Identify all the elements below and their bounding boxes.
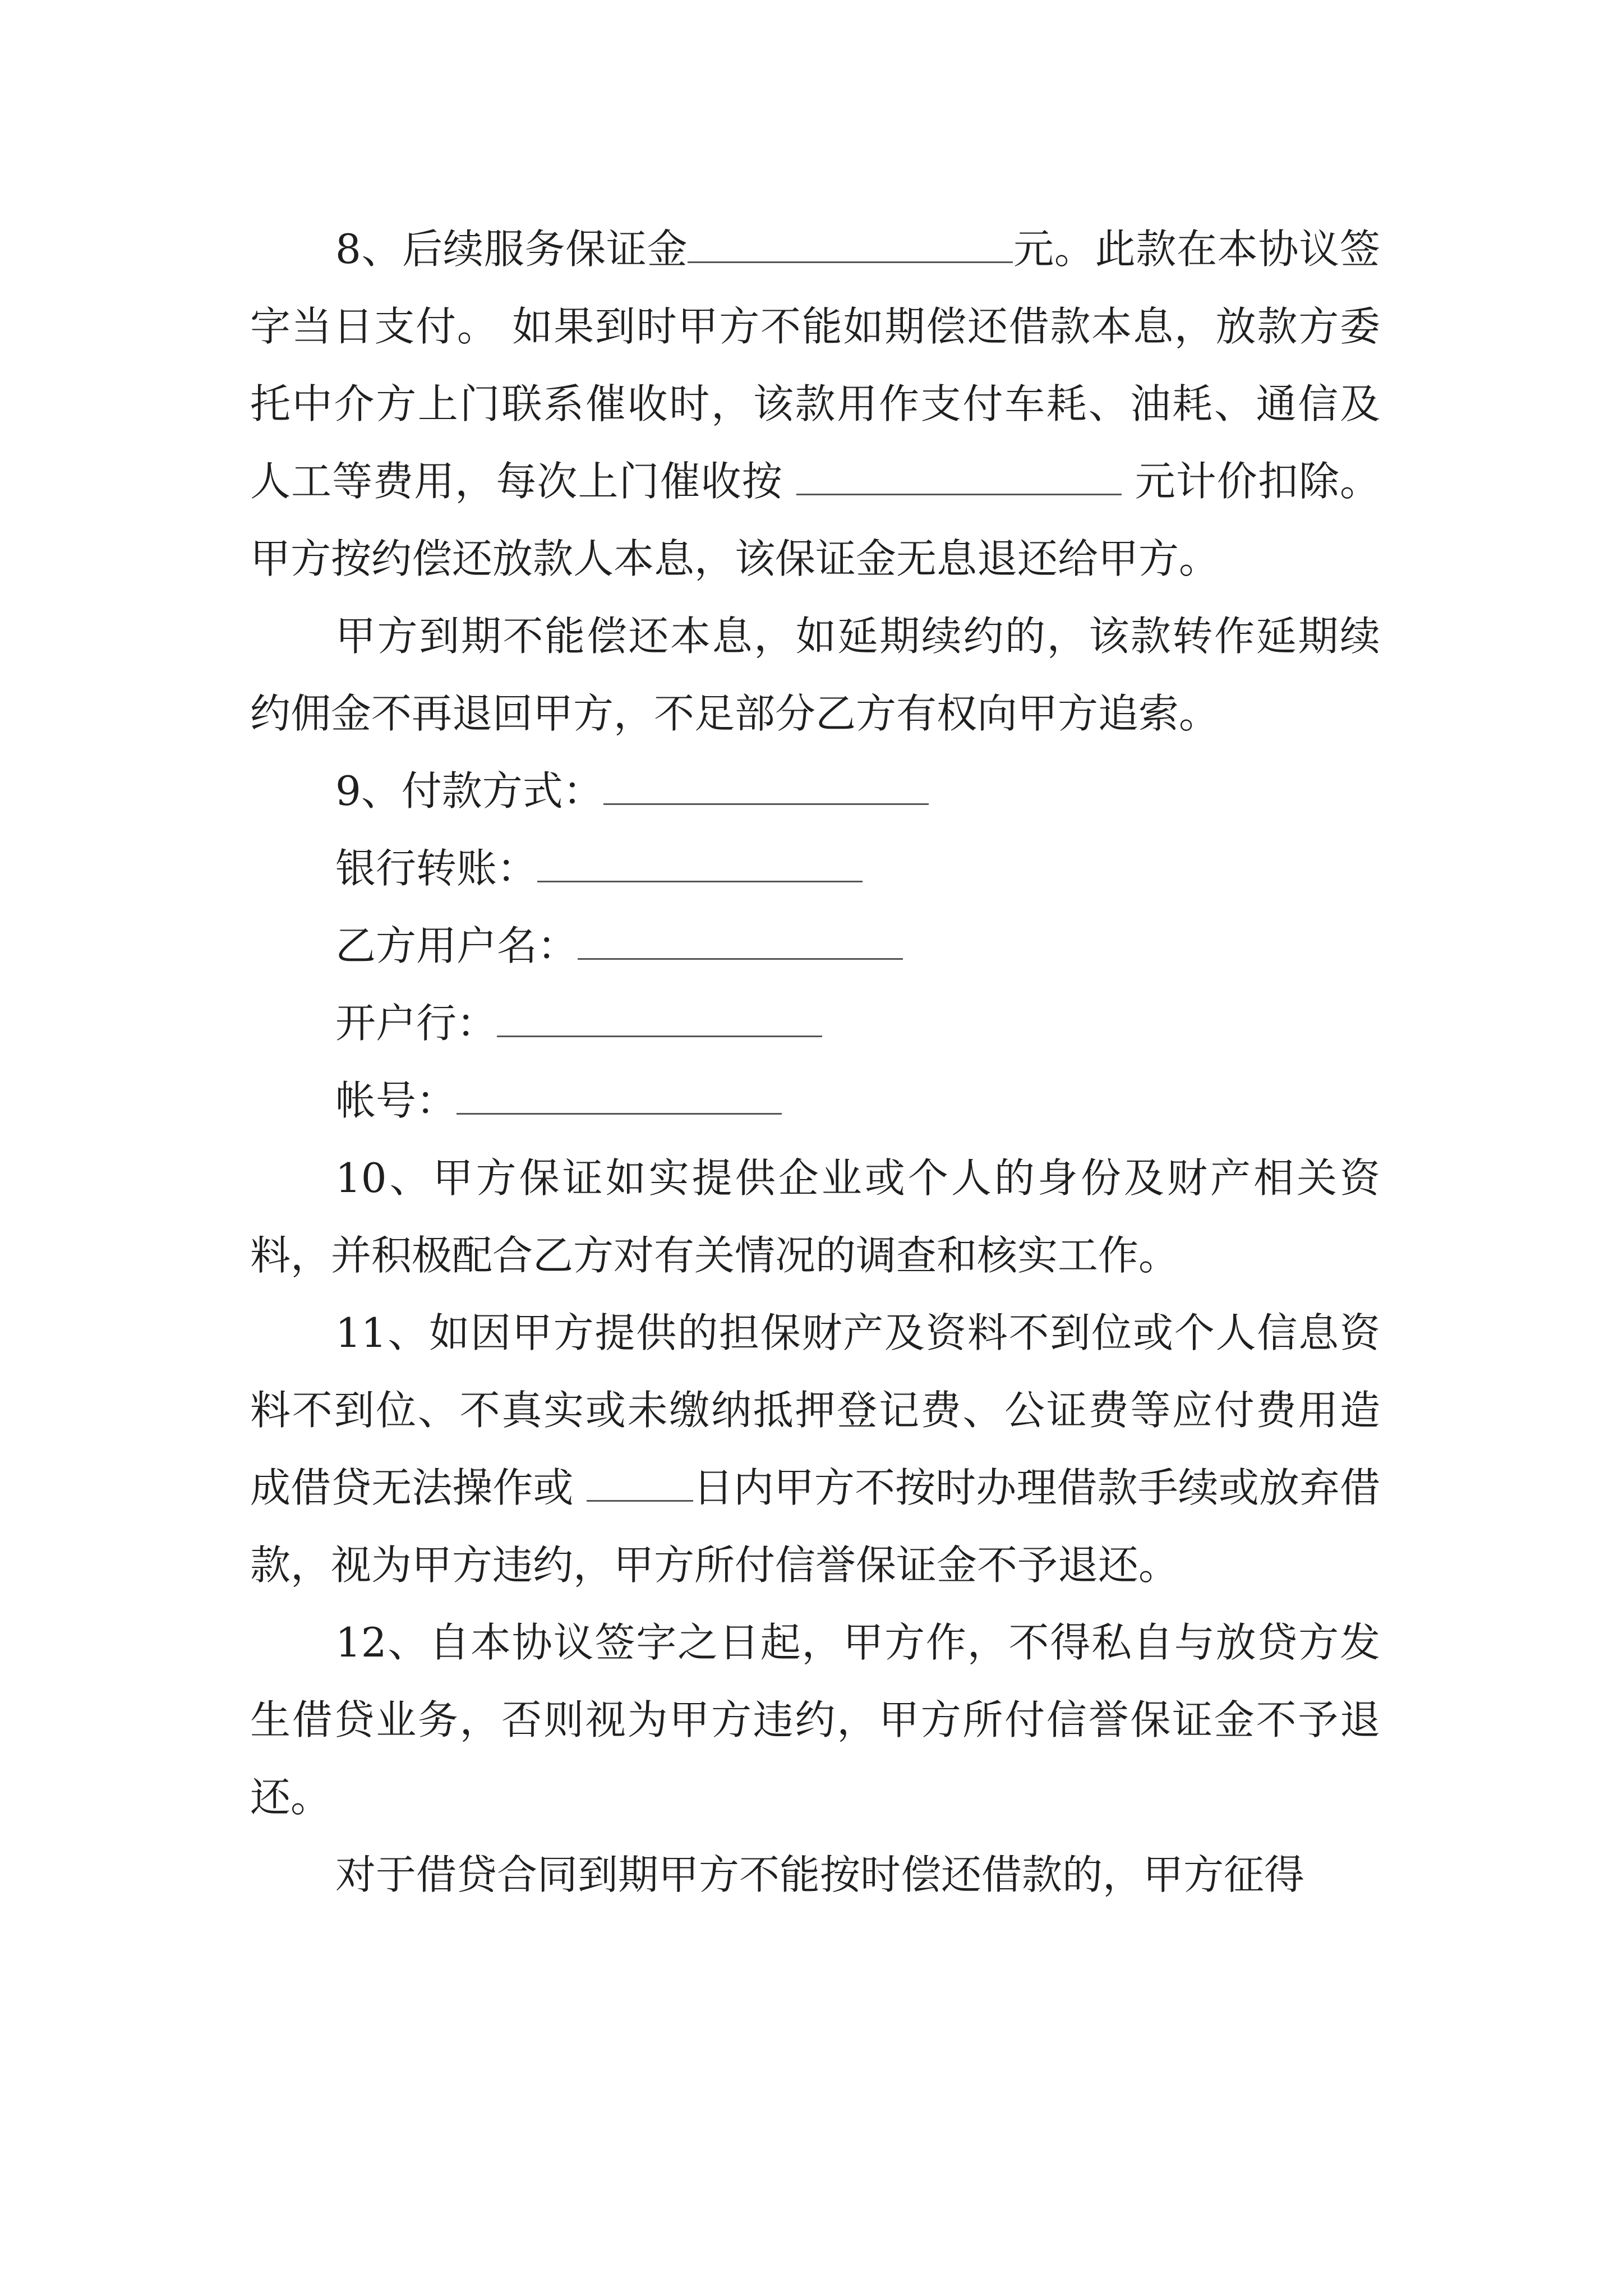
account-name-blank — [578, 923, 903, 960]
clause-12: 12、自本协议签字之日起，甲方作，不得私自与放贷方发生借贷业务，否则视为甲方违约，甲方所付信誉保证金不予退还。 — [250, 1619, 1380, 1821]
clause-11-start: 11、如因甲方提供的担保财产及资料不到位或个人信息资料不到位、不真实或未缴纳抵押登记费、公证费等应付费用造成借贷无法操作或 — [250, 1309, 1380, 1511]
bank-branch-blank — [497, 1001, 822, 1037]
clause-8 — [250, 210, 1380, 597]
account-number-line — [250, 1062, 1380, 1139]
account-number-blank — [457, 1078, 782, 1115]
deposit-amount-blank — [688, 227, 1013, 263]
clause-8-extension: 甲方到期不能偿还本息，如延期续约的，该款转作延期续约佣金不再退回甲方，不足部分乙方有权向甲方追索。 — [250, 613, 1380, 737]
clause-11-end: 日内甲方不按时办理借款手续或放弃借款，视为甲方违约，甲方所付信誉保证金不予退还。 — [250, 1464, 1380, 1589]
payment-method-line — [250, 752, 1380, 830]
bank-branch-line — [250, 984, 1380, 1062]
payment-method-blank — [603, 769, 929, 805]
clause-8-middle: 元。此款在本协议签字当日支付。 如果到时甲方不能如期偿还借款本息，放款方委托中介方上门联系催收时，该款用作支付车耗、油耗、通信及人工等费用，每次上门催收按 — [250, 226, 1380, 505]
account-name-label: 乙方用户名： — [335, 922, 578, 969]
account-name-line — [250, 907, 1380, 984]
clause-13: 对于借贷合同到期甲方不能按时偿还借款的，甲方征得 — [335, 1851, 1305, 1898]
account-number-label: 帐号： — [335, 1077, 457, 1124]
bank-transfer-blank — [537, 846, 863, 882]
bank-transfer-line — [250, 830, 1380, 907]
clause-10: 10、甲方保证如实提供企业或个人的身份及财产相关资料，并积极配合乙方对有关情况的调查和核实工作。 — [250, 1154, 1380, 1279]
payment-method-label: 9、付款方式： — [335, 767, 603, 815]
clause-11 — [250, 1294, 1380, 1604]
clause-8-end: 元计价扣除。甲方按约偿还放款人本息，该保证金无息退还给甲方。 — [250, 458, 1380, 582]
collection-fee-blank — [796, 459, 1122, 495]
bank-transfer-label: 银行转账： — [335, 845, 538, 892]
clause-8-start: 8、后续服务保证金 — [335, 226, 688, 273]
days-blank — [587, 1465, 693, 1502]
bank-branch-label: 开户行： — [335, 1000, 497, 1047]
document-body — [250, 210, 1380, 1913]
